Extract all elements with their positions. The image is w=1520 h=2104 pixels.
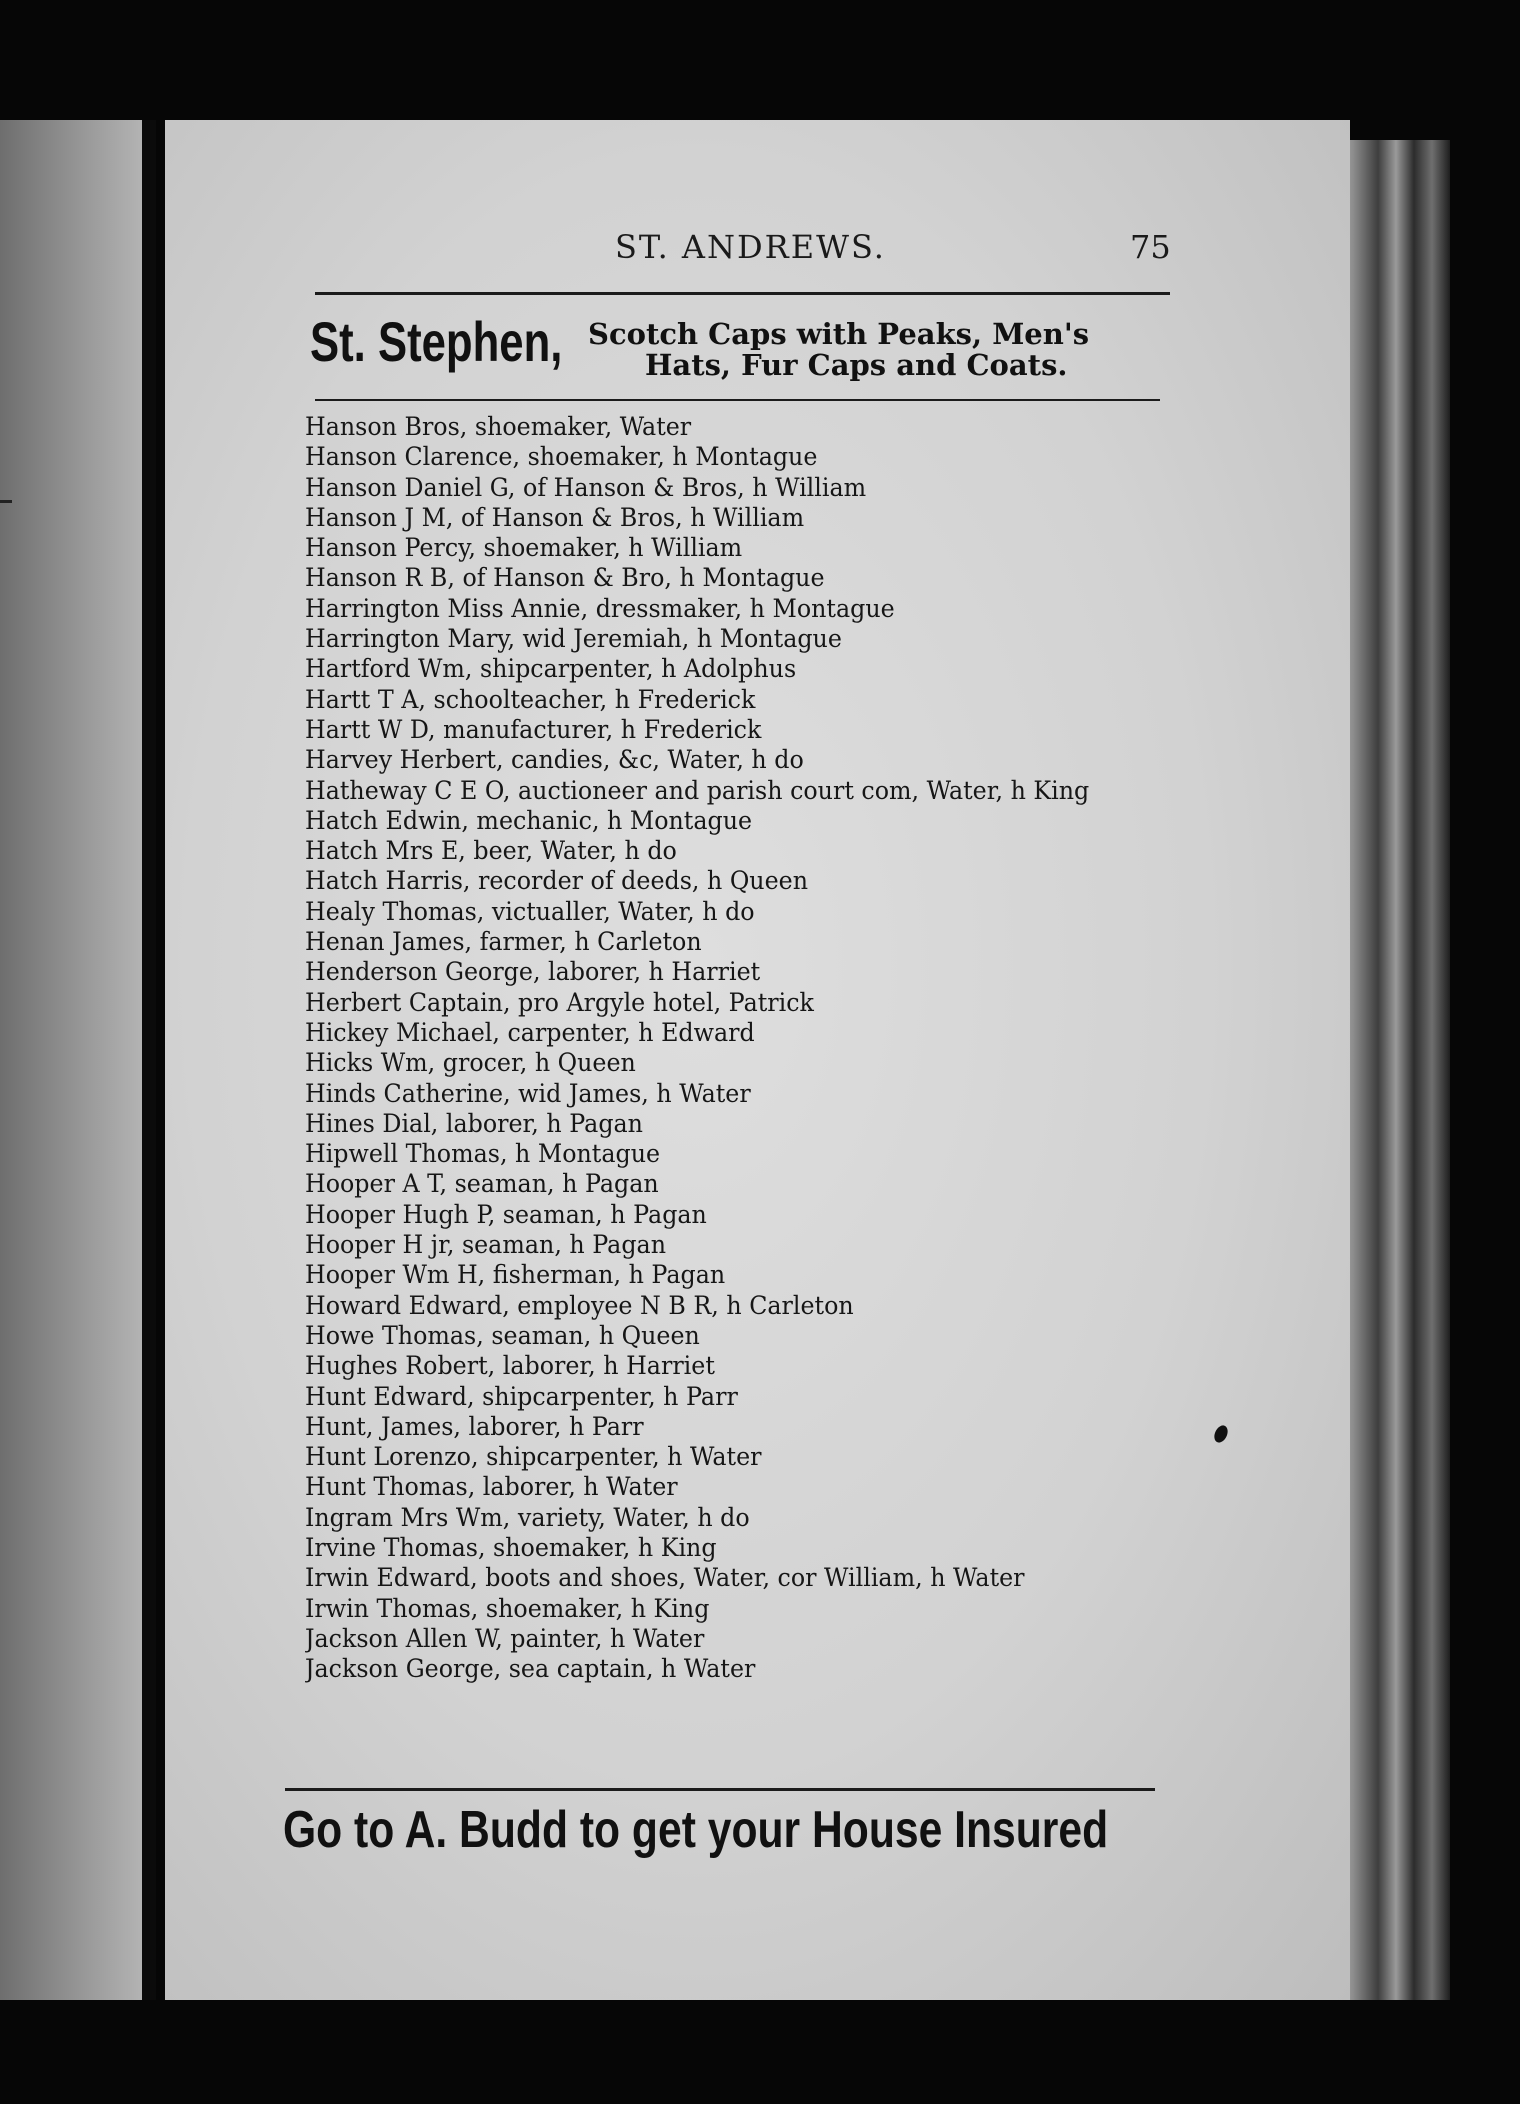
directory-entry: Hooper Wm H, fisherman, h Pagan [305, 1260, 726, 1290]
header-rule [315, 292, 1170, 295]
ad-rule [315, 399, 1160, 401]
directory-entry: Henan James, farmer, h Carleton [305, 927, 702, 957]
directory-entry: Hatch Harris, recorder of deeds, h Queen [305, 866, 809, 896]
ad-town-name: St. Stephen, [310, 310, 563, 373]
directory-entry: Hartford Wm, shipcarpenter, h Adolphus [305, 654, 797, 684]
directory-entry: Hatheway C E O, auctioneer and parish court com, Water, h King [305, 775, 1090, 805]
directory-entry: Hooper Hugh P, seaman, h Pagan [305, 1199, 707, 1229]
directory-entry: Jackson George, sea captain, h Water [305, 1654, 756, 1684]
directory-entry: Hartt T A, schoolteacher, h Frederick [305, 684, 756, 714]
footer-rule [285, 1788, 1155, 1791]
ad-line-1: Scotch Caps with Peaks, Men's [588, 317, 1090, 351]
directory-entry: Irwin Thomas, shoemaker, h King [305, 1593, 710, 1623]
running-title: ST. ANDREWS. [615, 228, 886, 266]
directory-entry: Hooper H jr, seaman, h Pagan [305, 1230, 666, 1260]
directory-entry: Herbert Captain, pro Argyle hotel, Patrick [305, 987, 814, 1017]
directory-entry: Hatch Edwin, mechanic, h Montague [305, 805, 753, 835]
directory-entry: Hanson Bros, shoemaker, Water [305, 412, 692, 441]
facing-page-mark [0, 500, 12, 503]
directory-entry: Healy Thomas, victualler, Water, h do [305, 896, 755, 926]
directory-entry: Henderson George, laborer, h Harriet [305, 957, 761, 987]
directory-entry: Hanson Percy, shoemaker, h William [305, 533, 743, 563]
directory-entry: Irwin Edward, boots and shoes, Water, cor William, h Water [305, 1563, 1025, 1593]
ad-line-2: Hats, Fur Caps and Coats. [645, 348, 1068, 382]
directory-entry: Hickey Michael, carpenter, h Edward [305, 1017, 755, 1047]
directory-entry: Hooper A T, seaman, h Pagan [305, 1169, 659, 1199]
directory-entry: Hatch Mrs E, beer, Water, h do [305, 836, 677, 866]
directory-entry: Hartt W D, manufacturer, h Frederick [305, 714, 762, 744]
directory-entry: Hines Dial, laborer, h Pagan [305, 1108, 643, 1138]
running-head [165, 228, 1350, 278]
directory-entry: Howe Thomas, seaman, h Queen [305, 1320, 700, 1350]
directory-entry: Harrington Mary, wid Jeremiah, h Montague [305, 624, 842, 654]
directory-entry: Hughes Robert, laborer, h Harriet [305, 1351, 715, 1381]
directory-entries [305, 412, 1305, 1684]
directory-entry: Irvine Thomas, shoemaker, h King [305, 1532, 717, 1562]
directory-entry: Hanson R B, of Hanson & Bro, h Montague [305, 563, 825, 593]
directory-entry: Hunt Thomas, laborer, h Water [305, 1472, 678, 1502]
directory-entry: Hicks Wm, grocer, h Queen [305, 1048, 636, 1078]
directory-entry: Howard Edward, employee N B R, h Carleton [305, 1290, 854, 1320]
directory-entry: Hinds Catherine, wid James, h Water [305, 1078, 751, 1108]
book-gutter [142, 120, 156, 2000]
directory-entry: Jackson Allen W, painter, h Water [305, 1623, 705, 1653]
directory-entry: Hipwell Thomas, h Montague [305, 1139, 661, 1169]
directory-entry: Hunt Edward, shipcarpenter, h Parr [305, 1381, 738, 1411]
directory-page [165, 120, 1350, 2000]
directory-entry: Ingram Mrs Wm, variety, Water, h do [305, 1502, 750, 1532]
directory-entry: Hunt, James, laborer, h Parr [305, 1411, 644, 1441]
directory-entry: Hunt Lorenzo, shipcarpenter, h Water [305, 1442, 762, 1472]
directory-entry: Harrington Miss Annie, dressmaker, h Montague [305, 593, 895, 623]
directory-entry: Harvey Herbert, candies, &c, Water, h do [305, 745, 804, 775]
top-advertisement [310, 305, 1180, 395]
page-number: 75 [1130, 228, 1171, 266]
bottom-advertisement: Go to A. Budd to get your House Insured [283, 1801, 1109, 1859]
directory-entry: Hanson Clarence, shoemaker, h Montague [305, 442, 818, 472]
directory-entry: Hanson Daniel G, of Hanson & Bros, h William [305, 472, 867, 502]
directory-entry: Hanson J M, of Hanson & Bros, h William [305, 502, 805, 532]
facing-page-edge [0, 120, 150, 2000]
